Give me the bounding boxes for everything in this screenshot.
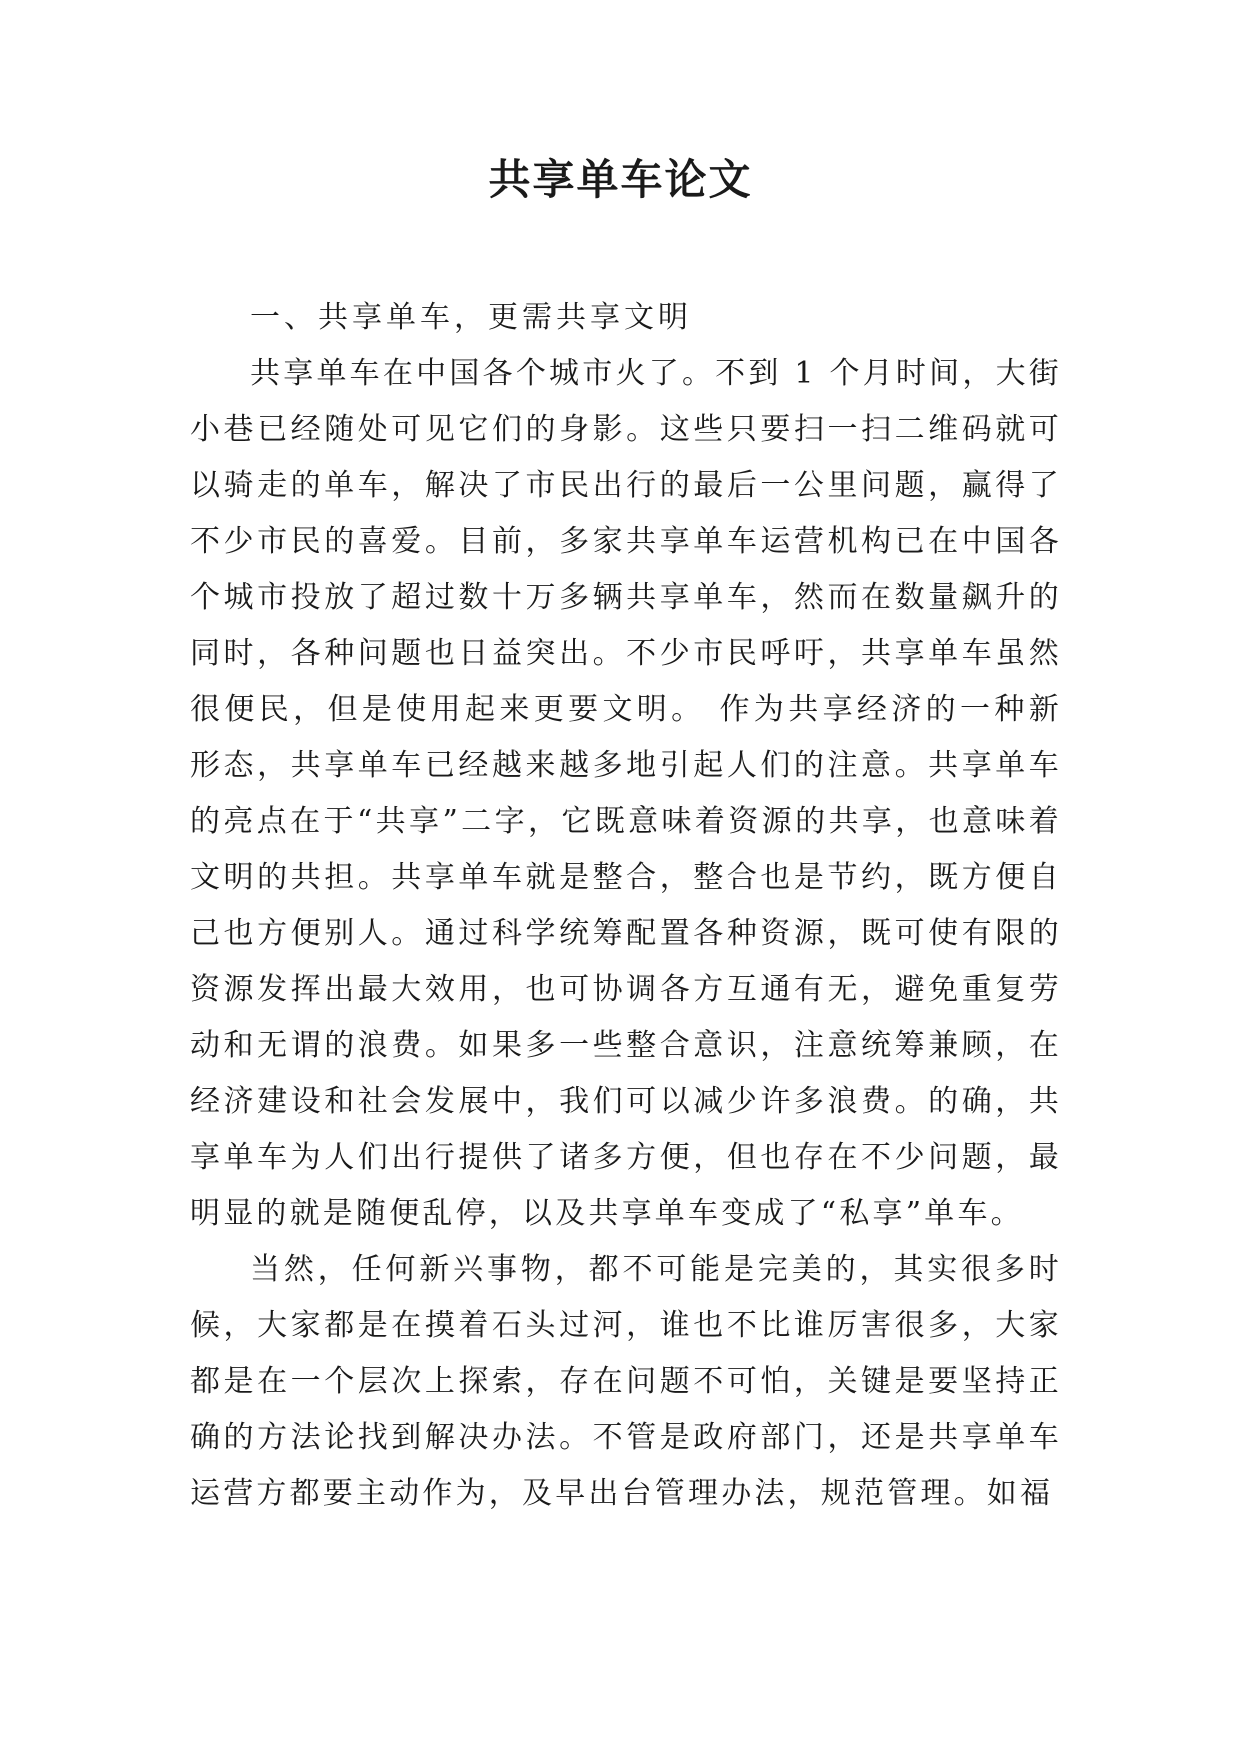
document-title: 共享单车论文 <box>488 155 753 204</box>
paragraph: 共享单车在中国各个城市火了。不到 1 个月时间，大街小巷已经随处可见它们的身影。这些只要扫一扫二维码就可以骑走的单车，解决了市民出行的最后一公里问题，赢得了不少市民的喜爱。目前，多家共享单车运营机构已在中国各个城市投放了超过数十万多辆共享单车，然而在数量飙升的同时，各种问题也日益突出。不少市民呼吁，共享单车虽然很便民，但是使用起来更要文明。 作为共享经济的一种新形态，共享单车已经越来越多地引起人们的注意。共享单车的亮点在于“共享”二字，它既意味着资源的共享，也意味着文明的共担。共享单车就是整合，整合也是节约，既方便自己也方便别人。通过科学统筹配置各种资源，既可使有限的资源发挥出最大效用，也可协调各方互通有无，避免重复劳动和无谓的浪费。如果多一些整合意识，注意统筹兼顾，在经济建设和社会发展中，我们可以减少许多浪费。的确，共享单车为人们出行提供了诸多方便，但也存在不少问题，最明显的就是随便乱停，以及共享单车变成了“私享”单车。 <box>190 356 1062 1231</box>
document-body <box>190 290 1062 1522</box>
paragraph: 当然，任何新兴事物，都不可能是完美的，其实很多时候，大家都是在摸着石头过河，谁也不比谁厉害很多，大家都是在一个层次上探索，存在问题不可怕，关键是要坚持正确的方法论找到解决办法。不管是政府部门，还是共享单车运营方都要主动作为，及早出台管理办法，规范管理。如福 <box>190 1252 1062 1511</box>
section-heading: 一、共享单车，更需共享文明 <box>250 300 692 335</box>
